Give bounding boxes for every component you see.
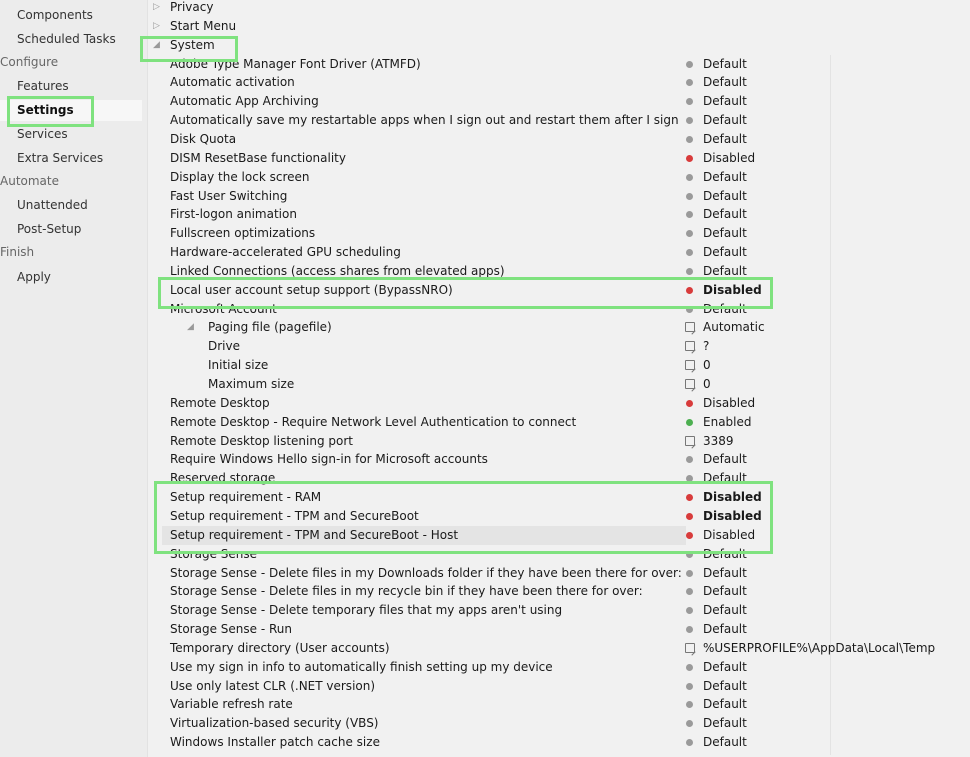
setting-value[interactable]: Default — [703, 169, 747, 184]
setting-label: Variable refresh rate — [170, 697, 293, 712]
status-dot-gray-icon — [686, 136, 693, 143]
status-indicator — [684, 356, 696, 375]
status-dot-gray-icon — [686, 739, 693, 746]
status-indicator — [684, 149, 696, 168]
setting-value[interactable]: ? — [703, 339, 710, 354]
status-indicator — [684, 375, 696, 394]
setting-label: First-logon animation — [170, 207, 297, 222]
setting-row[interactable] — [148, 582, 970, 601]
setting-label: Use my sign in info to automatically finish setting up my device — [170, 659, 553, 674]
setting-row[interactable] — [148, 507, 970, 526]
setting-row[interactable] — [148, 262, 970, 281]
status-indicator — [684, 658, 696, 677]
status-indicator — [684, 130, 696, 149]
setting-value[interactable]: Default — [703, 56, 747, 71]
setting-value[interactable]: Disabled — [703, 395, 756, 410]
status-dot-gray-icon — [686, 588, 693, 595]
setting-label: Setup requirement - TPM and SecureBoot - Host — [170, 527, 459, 542]
setting-row[interactable] — [148, 695, 970, 714]
setting-value[interactable]: 0 — [703, 377, 711, 391]
setting-value[interactable]: Disabled — [703, 490, 762, 505]
status-dot-gray-icon — [686, 664, 693, 671]
setting-label: Automatic App Archiving — [170, 94, 319, 109]
expanded-arrow-icon[interactable]: ◢ — [153, 39, 160, 50]
setting-value[interactable]: 3389 — [703, 433, 734, 448]
sidebar-group-automate: Automate — [0, 174, 59, 188]
status-dot-gray-icon — [686, 607, 693, 614]
setting-row[interactable] — [148, 639, 970, 658]
setting-label: Storage Sense - Delete files in my recycle bin if they have been there for over: — [170, 584, 643, 599]
setting-value[interactable]: Default — [703, 452, 747, 467]
status-dot-gray-icon — [686, 249, 693, 256]
setting-value[interactable]: Disabled — [703, 508, 762, 523]
category-label: Start Menu — [170, 18, 237, 33]
status-indicator — [684, 413, 696, 432]
setting-label: Display the lock screen — [170, 169, 310, 184]
setting-row[interactable] — [148, 564, 970, 583]
status-dot-gray-icon — [686, 211, 693, 218]
tree-category-system[interactable] — [148, 36, 970, 55]
setting-row[interactable] — [148, 356, 970, 375]
setting-value[interactable]: Default — [703, 622, 747, 637]
setting-value[interactable]: Default — [703, 245, 747, 260]
setting-value[interactable]: Default — [703, 697, 747, 712]
setting-row[interactable] — [148, 733, 970, 752]
status-dot-gray-icon — [686, 61, 693, 68]
setting-value[interactable]: Default — [703, 263, 747, 278]
edit-value-icon — [685, 322, 695, 332]
setting-label: Local user account setup support (BypassNRO) — [170, 282, 453, 297]
edit-value-icon — [685, 341, 695, 351]
status-indicator — [684, 564, 696, 583]
setting-value[interactable]: Default — [703, 113, 747, 128]
edit-value-icon — [685, 643, 695, 653]
status-indicator — [684, 92, 696, 111]
setting-value[interactable]: Automatic — [703, 320, 765, 335]
edit-value-icon — [685, 360, 695, 370]
sidebar-item-services[interactable]: Services — [17, 127, 68, 141]
setting-value[interactable]: Default — [703, 75, 747, 90]
setting-row[interactable] — [148, 111, 970, 130]
setting-value[interactable]: Default — [703, 301, 747, 316]
setting-value[interactable]: Default — [703, 716, 747, 731]
status-dot-gray-icon — [686, 456, 693, 463]
status-indicator — [684, 526, 696, 545]
status-dot-red-icon — [686, 513, 693, 520]
status-dot-gray-icon — [686, 701, 693, 708]
setting-row[interactable] — [148, 281, 970, 300]
status-dot-red-icon — [686, 532, 693, 539]
setting-value[interactable]: Default — [703, 659, 747, 674]
setting-row[interactable] — [148, 413, 970, 432]
setting-row[interactable] — [148, 677, 970, 696]
setting-label: Setup requirement - TPM and SecureBoot — [170, 508, 419, 523]
setting-row[interactable] — [148, 224, 970, 243]
edit-value-icon — [685, 436, 695, 446]
status-dot-gray-icon — [686, 193, 693, 200]
status-dot-gray-icon — [686, 551, 693, 558]
setting-label: Fast User Switching — [170, 188, 288, 203]
setting-label: Disk Quota — [170, 131, 237, 146]
sidebar-nav — [0, 0, 148, 757]
sidebar-item-unattended[interactable]: Unattended — [17, 198, 88, 212]
status-dot-gray-icon — [686, 268, 693, 275]
status-dot-gray-icon — [686, 174, 693, 181]
setting-row[interactable] — [148, 318, 970, 337]
setting-row[interactable] — [148, 73, 970, 92]
setting-label: Maximum size — [208, 377, 295, 391]
status-dot-red-icon — [686, 155, 693, 162]
setting-row[interactable] — [148, 469, 970, 488]
status-indicator — [684, 620, 696, 639]
setting-label: Linked Connections (access shares from elevated apps) — [170, 263, 505, 278]
setting-value[interactable]: Default — [703, 584, 747, 599]
tree-category-start-menu[interactable] — [148, 17, 970, 36]
status-indicator — [684, 262, 696, 281]
status-dot-gray-icon — [686, 230, 693, 237]
expanded-arrow-icon[interactable]: ◢ — [187, 322, 194, 333]
sidebar-item-settings[interactable]: Settings — [17, 103, 74, 117]
setting-value[interactable]: Disabled — [703, 527, 756, 542]
setting-row[interactable] — [148, 187, 970, 206]
setting-value[interactable]: Default — [703, 226, 747, 241]
setting-label: Drive — [208, 339, 240, 354]
status-indicator — [684, 545, 696, 564]
sidebar-item-post-setup[interactable]: Post-Setup — [17, 222, 82, 236]
sidebar-item-apply[interactable]: Apply — [17, 270, 51, 284]
status-dot-green-icon — [686, 419, 693, 426]
status-indicator — [684, 450, 696, 469]
setting-label: Automatically save my restartable apps when I sign out and restart them after I sign — [170, 113, 679, 128]
setting-value[interactable]: Disabled — [703, 282, 762, 297]
setting-value[interactable]: Default — [703, 603, 747, 618]
setting-value[interactable]: Enabled — [703, 414, 752, 429]
setting-row[interactable] — [148, 488, 970, 507]
sidebar-item-extra-services[interactable]: Extra Services — [17, 151, 104, 165]
setting-row[interactable] — [148, 92, 970, 111]
status-indicator — [684, 111, 696, 130]
status-dot-gray-icon — [686, 475, 693, 482]
status-indicator — [684, 714, 696, 733]
setting-label: Use only latest CLR (.NET version) — [170, 678, 376, 693]
setting-row[interactable] — [148, 601, 970, 620]
setting-label: Virtualization-based security (VBS) — [170, 716, 379, 731]
status-dot-gray-icon — [686, 626, 693, 633]
setting-row[interactable] — [162, 526, 756, 545]
status-dot-gray-icon — [686, 683, 693, 690]
setting-value[interactable]: %USERPROFILE%\AppData\Local\Temp — [703, 640, 936, 655]
status-indicator — [684, 318, 696, 337]
setting-label: Require Windows Hello sign-in for Microsoft accounts — [170, 452, 488, 467]
setting-label: Remote Desktop — [170, 395, 270, 410]
setting-row[interactable] — [148, 658, 970, 677]
setting-row[interactable] — [148, 300, 970, 319]
setting-label: Automatic activation — [170, 75, 295, 90]
status-indicator — [684, 205, 696, 224]
setting-label: Reserved storage — [170, 471, 276, 486]
setting-row[interactable] — [148, 205, 970, 224]
setting-row[interactable] — [148, 168, 970, 187]
setting-row[interactable] — [148, 243, 970, 262]
setting-label: Storage Sense - Delete files in my Downloads folder if they have been there for over: — [170, 565, 682, 580]
status-indicator — [684, 281, 696, 300]
setting-label: DISM ResetBase functionality — [170, 150, 346, 165]
setting-value[interactable]: 0 — [703, 358, 711, 373]
setting-value[interactable]: Default — [703, 471, 747, 486]
sidebar-item-features[interactable]: Features — [17, 79, 69, 93]
setting-row[interactable] — [148, 432, 970, 451]
settings-tree — [148, 0, 970, 757]
setting-label: Temporary directory (User accounts) — [170, 640, 390, 655]
edit-value-icon — [685, 379, 695, 389]
status-dot-gray-icon — [686, 570, 693, 577]
setting-label: Windows Installer patch cache size — [170, 735, 380, 750]
setting-row[interactable] — [148, 394, 970, 413]
status-indicator — [684, 55, 696, 74]
status-dot-gray-icon — [686, 306, 693, 313]
setting-row[interactable] — [148, 130, 970, 149]
setting-row[interactable] — [148, 149, 970, 168]
setting-row[interactable] — [148, 714, 970, 733]
status-indicator — [684, 733, 696, 752]
status-indicator — [684, 168, 696, 187]
setting-value[interactable]: Default — [703, 678, 747, 693]
setting-label: Storage Sense — [170, 546, 258, 561]
setting-label: Remote Desktop - Require Network Level Authentication to connect — [170, 414, 577, 429]
setting-row[interactable] — [148, 337, 970, 356]
setting-label: Microsoft Account — [170, 301, 277, 316]
status-indicator — [684, 243, 696, 262]
status-indicator — [684, 677, 696, 696]
setting-row[interactable] — [148, 55, 970, 74]
category-label: Privacy — [170, 0, 214, 14]
status-indicator — [684, 695, 696, 714]
setting-value[interactable]: Default — [703, 131, 747, 146]
status-indicator — [684, 394, 696, 413]
status-indicator — [684, 73, 696, 92]
setting-label: Hardware-accelerated GPU scheduling — [170, 245, 401, 260]
setting-row[interactable] — [148, 545, 970, 564]
sidebar-group-finish: Finish — [0, 245, 35, 259]
tree-category-privacy[interactable] — [148, 0, 970, 17]
setting-value[interactable]: Default — [703, 188, 747, 203]
status-indicator — [684, 337, 696, 356]
status-indicator — [684, 601, 696, 620]
status-dot-gray-icon — [686, 117, 693, 124]
status-dot-red-icon — [686, 400, 693, 407]
setting-row[interactable] — [148, 375, 970, 394]
setting-value[interactable]: Default — [703, 735, 747, 750]
status-dot-gray-icon — [686, 98, 693, 105]
setting-value[interactable]: Default — [703, 546, 747, 561]
setting-label: Storage Sense - Run — [170, 622, 292, 637]
setting-label: Storage Sense - Delete temporary files that my apps aren't using — [170, 603, 563, 618]
status-indicator — [684, 582, 696, 601]
sidebar-group-configure: Configure — [0, 55, 59, 69]
sidebar-item-components[interactable]: Components — [17, 8, 93, 22]
setting-row[interactable] — [148, 620, 970, 639]
status-indicator — [684, 488, 696, 507]
setting-label: Remote Desktop listening port — [170, 433, 353, 448]
status-indicator — [684, 432, 696, 451]
setting-value[interactable]: Default — [703, 94, 747, 109]
status-indicator — [684, 187, 696, 206]
status-dot-red-icon — [686, 494, 693, 501]
collapsed-arrow-icon[interactable]: ▷ — [153, 20, 160, 31]
collapsed-arrow-icon[interactable]: ▷ — [153, 2, 160, 12]
setting-row[interactable] — [148, 450, 970, 469]
setting-label: Paging file (pagefile) — [208, 320, 332, 335]
setting-value[interactable]: Default — [703, 207, 747, 222]
status-indicator — [684, 224, 696, 243]
status-dot-gray-icon — [686, 720, 693, 727]
category-label: System — [170, 37, 215, 52]
status-dot-gray-icon — [686, 79, 693, 86]
setting-value[interactable]: Default — [703, 565, 747, 580]
sidebar-item-scheduled-tasks[interactable]: Scheduled Tasks — [17, 32, 116, 46]
setting-label: Adobe Type Manager Font Driver (ATMFD) — [170, 56, 421, 71]
setting-value[interactable]: Disabled — [703, 150, 756, 165]
status-indicator — [684, 507, 696, 526]
setting-label: Setup requirement - RAM — [170, 490, 322, 505]
status-dot-red-icon — [686, 287, 693, 294]
status-indicator — [684, 300, 696, 319]
status-indicator — [684, 639, 696, 658]
status-indicator — [684, 469, 696, 488]
setting-label: Fullscreen optimizations — [170, 226, 316, 241]
setting-label: Initial size — [208, 358, 269, 373]
